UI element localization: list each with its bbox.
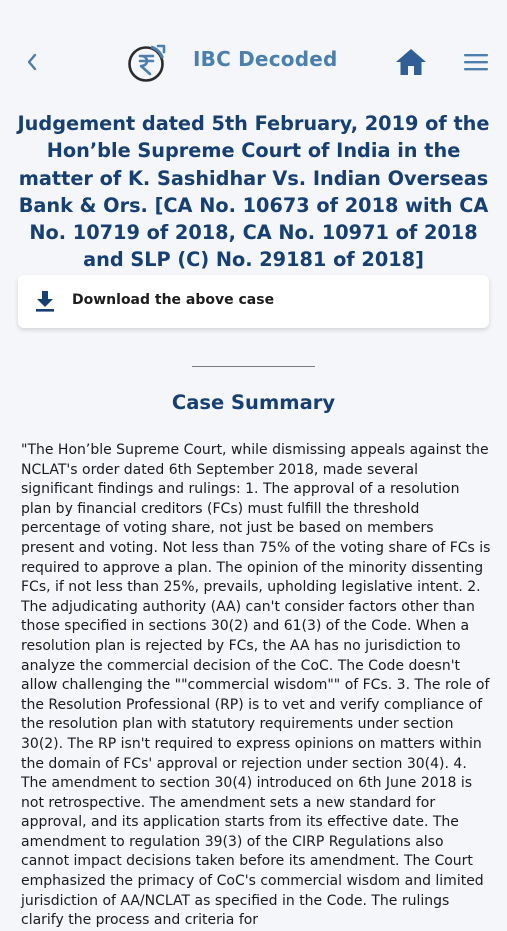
home-button[interactable] bbox=[395, 47, 427, 77]
download-label: Download the above case bbox=[72, 292, 275, 308]
home-icon bbox=[395, 47, 427, 77]
case-title: Judgement dated 5th February, 2019 of the Hon’ble Supreme Court of India in the matter of K. Sashidhar Vs. Indian Overseas Bank & Ors. [CA No. 10673 of 2018 with CA No. 10719 of 2018, CA No. 10971 of 2018 and SLP (C) No. 29181 of 2018] bbox=[17, 112, 490, 272]
app-title: IBC Decoded bbox=[193, 47, 338, 71]
app-header bbox=[0, 0, 507, 120]
chevron-left-icon bbox=[25, 52, 39, 72]
download-icon bbox=[35, 290, 55, 312]
divider bbox=[192, 366, 315, 367]
hamburger-menu-icon bbox=[463, 51, 489, 73]
menu-button[interactable] bbox=[463, 51, 489, 73]
case-summary-text: "The Hon’ble Supreme Court, while dismissing appeals against the NCLAT's order dated 6th September 2018, made several significant findings and rulings: 1. The approval of a resolution plan by financial creditors (FCs) must fulfill the threshold percentage of voting share, not just be based on members present and voting. Not less than 75% of the voting share of FCs is required to approve a plan. The opinion of the minority dissenting FCs, if not less than 25%, prevails, upholding legislative intent. 2. The adjudicating authority (AA) can't consider factors other than those specified in sections 30(2) and 61(3) of the Code. When a resolution plan is rejected by FCs, the AA has no jurisdiction to analyze the commercial decision of the CoC. The Code doesn't allow challenging the ""commercial wisdom"" of FCs. 3. The role of the Resolution Professional (RP) is to vet and verify compliance of the resolution plan with statutory requirements under section 30(2). The RP isn't required to express opinions on matters within the domain of FCs' approval or rejection under section 30(4). 4. The amendment to section 30(4) introduced on 6th June 2018 is not retrospective. The amendment sets a new standard for approval, and its application starts from its effective date. The amendment to regulation 39(3) of the CIRP Regulations also cannot impact decisions taken before its amendment. The Court emphasized the primacy of CoC's commercial wisdom and limited jurisdiction of AA/NCLAT as specified in the Code. The rulings clarify the process and criteria for bbox=[21, 442, 491, 929]
back-button[interactable] bbox=[20, 48, 44, 76]
download-case-button[interactable] bbox=[18, 275, 489, 328]
case-summary-heading: Case Summary bbox=[171, 391, 336, 414]
rupee-logo-icon bbox=[127, 43, 167, 83]
